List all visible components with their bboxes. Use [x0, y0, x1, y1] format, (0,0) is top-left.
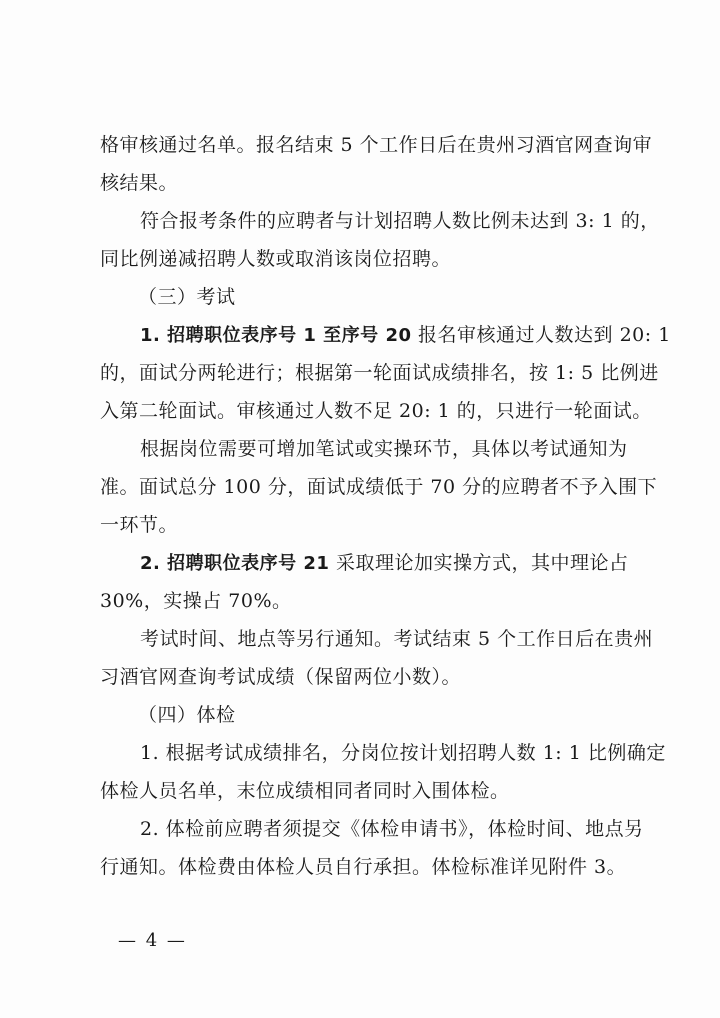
- paragraph-line: 1. 根据考试成绩排名，分岗位按计划招聘人数 1: 1 比例确定: [140, 742, 666, 764]
- paragraph-line: 行通知。体检费由体检人员自行承担。体检标准详见附件 3。: [100, 856, 627, 878]
- paragraph-line: 体检人员名单，末位成绩相同者同时入围体检。: [100, 780, 510, 802]
- paragraph-line: 准。面试总分 100 分，面试成绩低于 70 分的应聘者不予入围下: [100, 476, 658, 498]
- paragraph-line: 同比例递减招聘人数或取消该岗位招聘。: [100, 248, 452, 270]
- paragraph-line: [100, 544, 660, 582]
- line-text: 报名审核通过人数达到 20: 1: [411, 324, 671, 346]
- section-heading-medical-exam: （四）体检: [138, 704, 236, 726]
- paragraph-line: 符合报考条件的应聘者与计划招聘人数比例未达到 3: 1 的，: [140, 210, 660, 232]
- paragraph-line: 考试时间、地点等另行通知。考试结束 5 个工作日后在贵州: [140, 628, 654, 650]
- line-text: 采取理论加实操方式，其中理论占: [329, 552, 629, 574]
- paragraph-line: 2. 体检前应聘者须提交《体检申请书》，体检时间、地点另: [140, 818, 644, 840]
- section-heading-exam: （三）考试: [138, 286, 236, 308]
- paragraph-line: 的，面试分两轮进行；根据第一轮面试成绩排名，按 1: 5 比例进: [100, 362, 659, 384]
- paragraph-line: [100, 316, 671, 354]
- paragraph-line: 一环节。: [100, 514, 179, 536]
- bold-item-label: 2. 招聘职位表序号 21: [140, 553, 330, 574]
- paragraph-line: 入第二轮面试。审核通过人数不足 20: 1 的，只进行一轮面试。: [100, 400, 652, 422]
- paragraph-line: 30%，实操占 70%。: [100, 590, 292, 612]
- paragraph-line: 核结果。: [100, 172, 179, 194]
- paragraph-line: 根据岗位需要可增加笔试或实操环节，具体以考试通知为: [140, 438, 628, 460]
- page-number: — 4 —: [118, 930, 187, 951]
- document-body: [100, 126, 671, 886]
- bold-item-label: 1. 招聘职位表序号 1 至序号 20: [140, 325, 412, 346]
- paragraph-line: 习酒官网查询考试成绩（保留两位小数）。: [100, 666, 462, 688]
- paragraph-line: 格审核通过名单。报名结束 5 个工作日后在贵州习酒官网查询审: [100, 134, 653, 156]
